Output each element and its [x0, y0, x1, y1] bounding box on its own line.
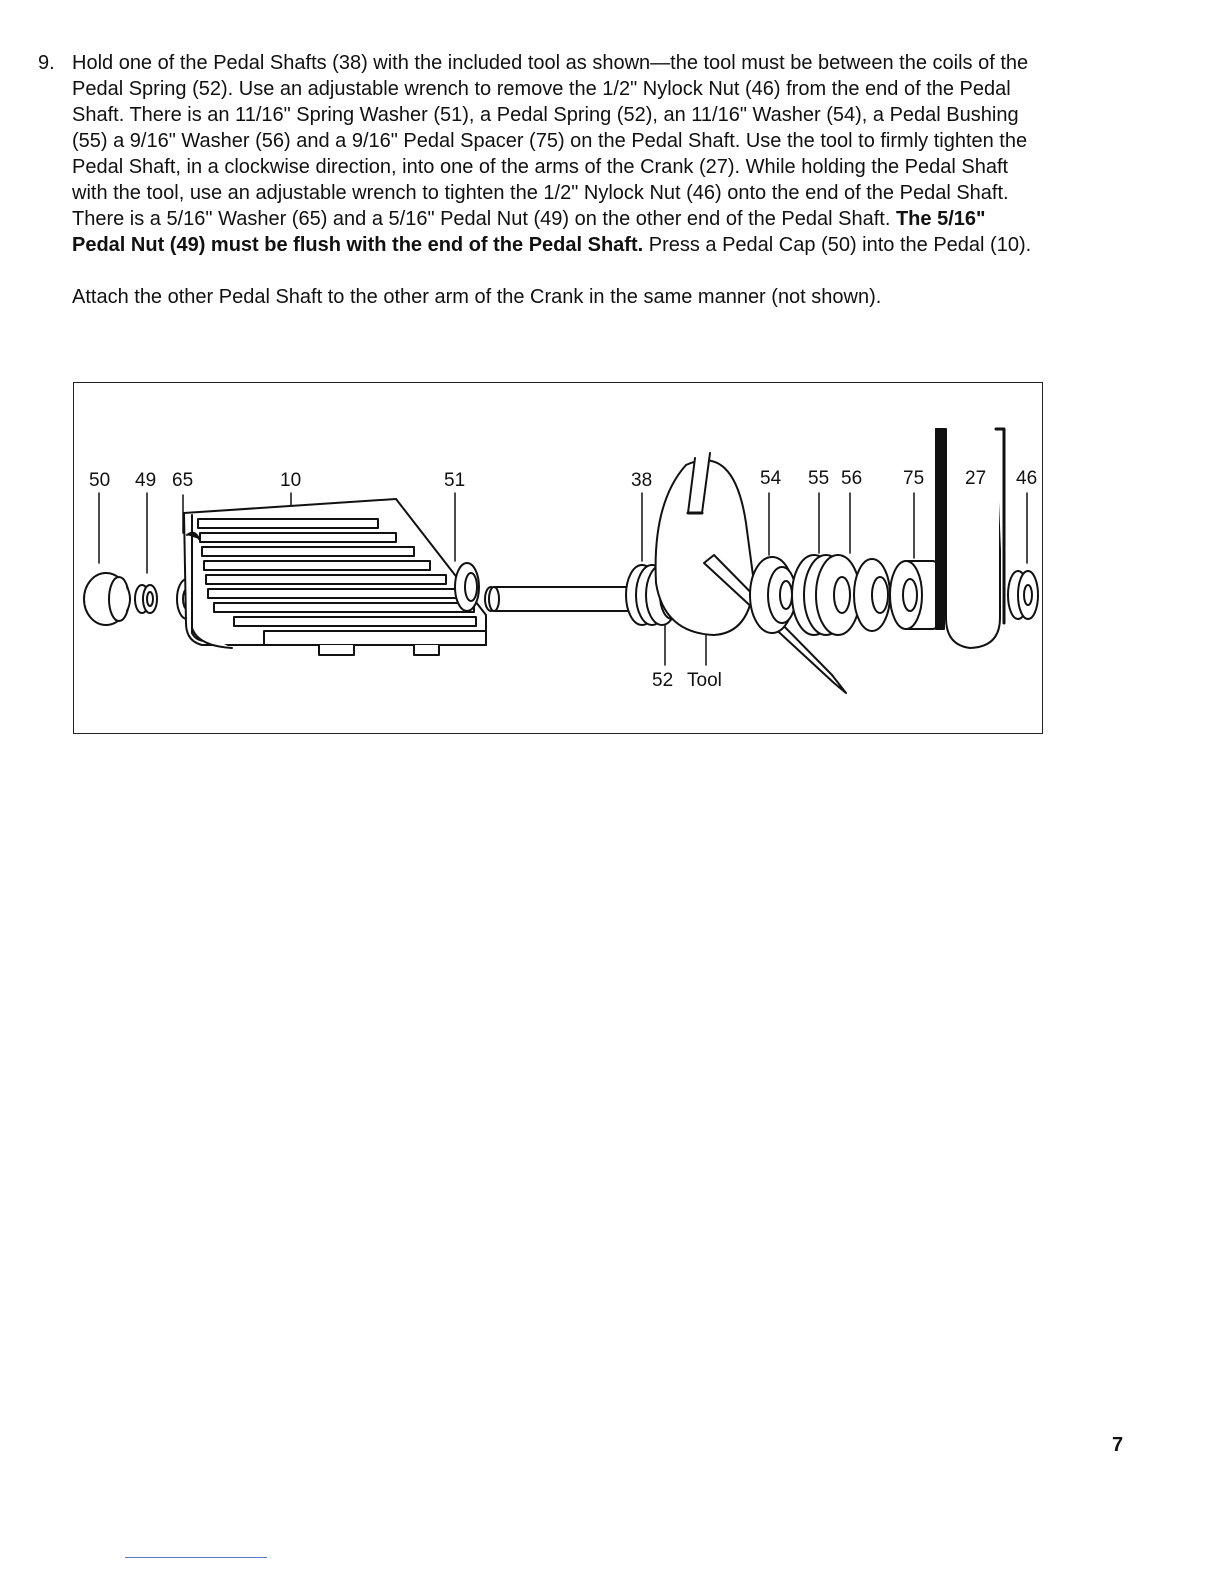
pedal-assembly-figure: [73, 382, 1043, 734]
callout-52: 52: [652, 670, 674, 691]
step-instructions: [72, 50, 1038, 310]
assembly-step-9: [38, 50, 1038, 310]
callout-10: 10: [280, 470, 302, 491]
page-number: 7: [1112, 1434, 1124, 1456]
step-text-part-1: Hold one of the Pedal Shafts (38) with the included tool as shown—the tool must be between the coils of the Pedal Spring (52). Use an adjustable wrench to remove the 1/2" Nylock Nut (46) from the end of the Pedal Shaft. There is an 11/16" Spring Washer (51), a Pedal Spring (52), an 11/16" Washer (54), a Pedal Bushing (55) a 9/16" Washer (56) and a 9/16" Pedal Spacer (75) on the Pedal Shaft. Use the tool to firmly tighten the Pedal Shaft, in a clockwise direction, into one of the arms of the Crank (27). While holding the Pedal Shaft with the tool, use an adjustable wrench to tighten the 1/2" Nylock Nut (46) onto the end of the Pedal Shaft. There is a 5/16" Washer (65) and a 5/16" Pedal Nut (49) on the other end of the Pedal Shaft.: [72, 52, 1029, 230]
callout-tool: Tool: [687, 670, 722, 691]
callout-27: 27: [965, 468, 987, 489]
callout-56: 56: [841, 468, 863, 489]
washer-54: [750, 557, 796, 633]
callout-75: 75: [903, 468, 925, 489]
crank-27: [936, 429, 1004, 648]
pedal-shaft-38: [489, 587, 646, 611]
pedal-cap-50: [84, 573, 130, 625]
callout-38: 38: [631, 470, 653, 491]
footer-rule: [125, 1557, 267, 1558]
callout-49: 49: [135, 470, 157, 491]
pedal-10: [184, 499, 486, 655]
washer-56: [854, 559, 890, 631]
callout-51: 51: [444, 470, 466, 491]
step-number: 9.: [38, 52, 55, 74]
step-text-warning: The 5/16" Pedal Nut (49) must be flush with the end of the Pedal Shaft.: [72, 208, 986, 256]
pedal-nut-49: [135, 585, 157, 613]
callout-46: 46: [1016, 468, 1038, 489]
step-note: Attach the other Pedal Shaft to the other arm of the Crank in the same manner (not shown).: [72, 286, 882, 308]
callout-54: 54: [760, 468, 782, 489]
step-paragraph: [72, 50, 1038, 258]
nylock-nut-46: [1008, 571, 1038, 619]
callout-55: 55: [808, 468, 830, 489]
callout-50: 50: [89, 470, 111, 491]
step-text-part-2: Press a Pedal Cap (50) into the Pedal (10).: [643, 234, 1032, 256]
pedal-assembly-drawing: [74, 383, 1041, 732]
pedal-bushing-55: [792, 555, 860, 635]
callout-65: 65: [172, 470, 194, 491]
